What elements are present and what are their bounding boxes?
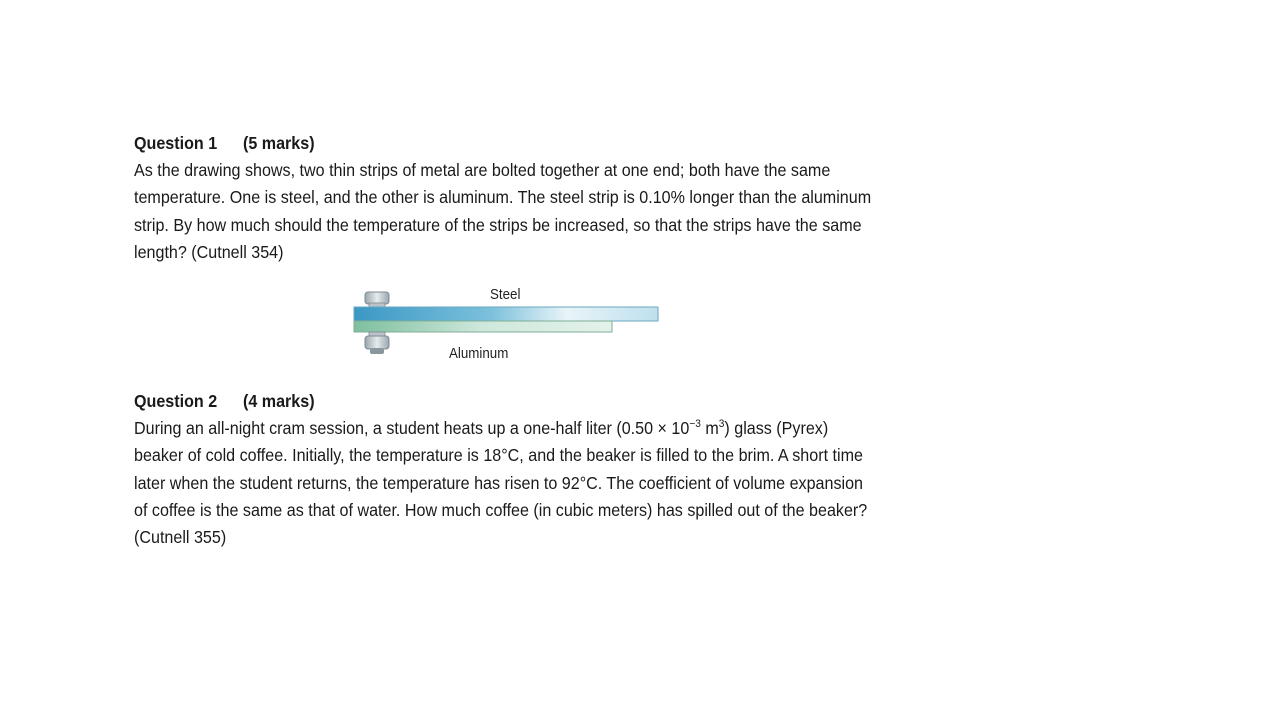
question-2-text-part3: ) glass (Pyrex) beaker of cold coffee. Initially, the temperature is 18°C, and the beaker is filled to the brim. A short time later when the student returns, the temperature has risen to 92°C. The coefficient of volume expansion of coffee is the same as that of water. How much coffee (in cubic meters) has spilled out of the beaker? (Cutnell 355): [134, 418, 868, 548]
question-2: [134, 388, 894, 551]
aluminum-strip: [354, 321, 612, 332]
question-1-text: As the drawing shows, two thin strips of metal are bolted together at one end; both have the same temperature. One is steel, and the other is aluminum. The steel strip is 0.10% longer than the aluminum strip. By how much should the temperature of the strips be increased, so that the strips have the same length? (Cutnell 354): [134, 160, 872, 262]
bimetal-strip-figure: [352, 284, 682, 368]
question-1: [134, 130, 894, 368]
question-2-marks: (4 marks): [242, 391, 315, 412]
question-2-text-part1: During an all-night cram session, a student heats up a one-half liter (0.50 × 10: [134, 418, 690, 439]
question-1-title: Question 1: [134, 133, 218, 153]
question-2-text-part2: m: [700, 418, 719, 439]
top-bolt-head: [365, 292, 389, 304]
document-page: [134, 130, 894, 552]
bolt-tip: [370, 348, 384, 354]
steel-label: Steel: [490, 287, 521, 304]
question-2-title: Question 2: [134, 391, 218, 412]
steel-strip: [354, 307, 658, 321]
question-2-heading: [134, 388, 833, 415]
aluminum-label: Aluminum: [449, 346, 509, 363]
question-1-heading: [134, 130, 833, 157]
exponent-3: 3: [718, 418, 725, 431]
exponent-minus-3: −3: [689, 418, 701, 431]
bottom-bolt-nut: [365, 336, 389, 349]
question-1-marks: (5 marks): [242, 133, 315, 153]
question-2-text: [134, 415, 879, 551]
